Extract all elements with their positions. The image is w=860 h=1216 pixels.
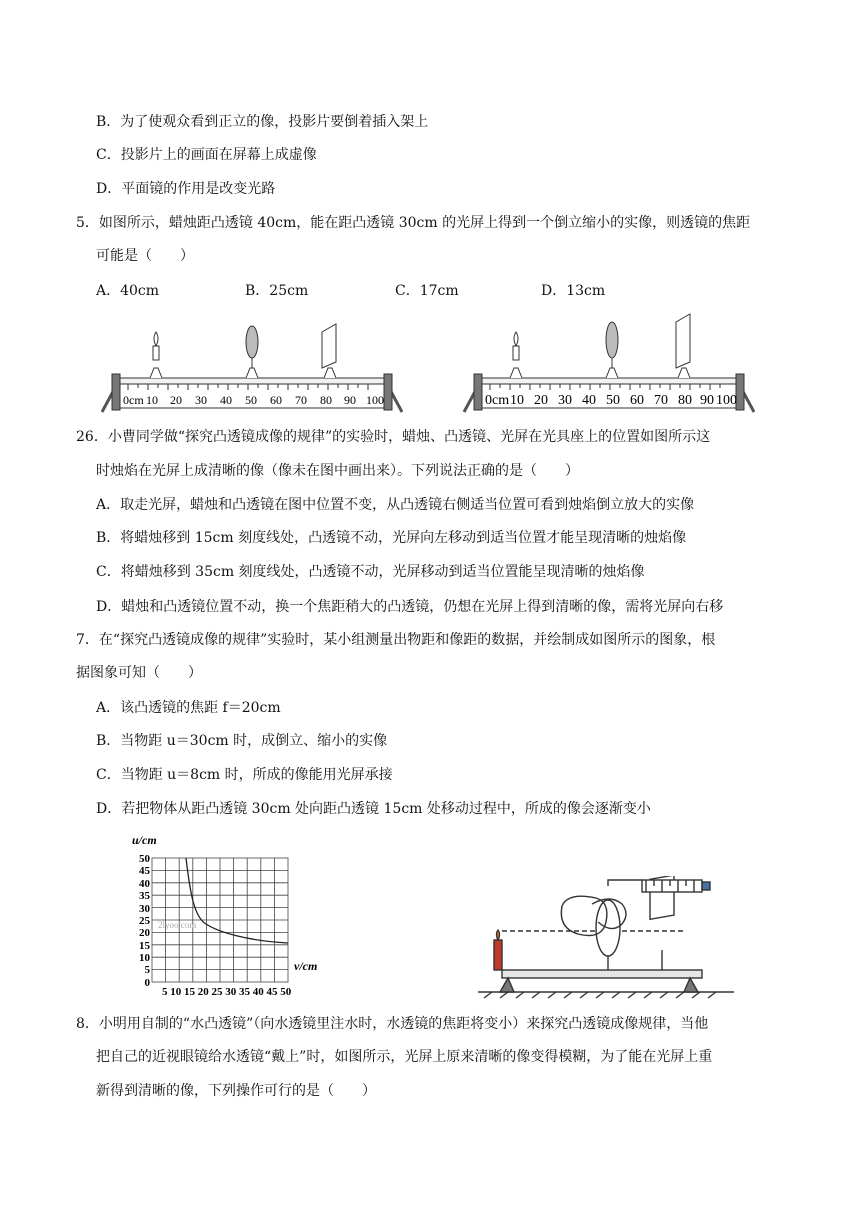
watermark: 2lyoo.com [158,920,197,930]
bench-right-tick-20: 20 [534,393,548,408]
y-tick-35: 35 [139,890,150,902]
u-v-graph [118,832,328,998]
y-tick-40: 40 [139,878,150,890]
y-tick-20: 20 [139,927,150,939]
bench-left-tick-20: 20 [170,393,182,407]
bench-left-tick-10: 10 [146,393,158,407]
bench-right-tick-60: 60 [630,393,644,408]
q6-option-c: C．将蜡烛移到 35cm 刻度线处，凸透镜不动，光屏移动到适当位置能呈现清晰的烛焰像 [96,564,645,580]
q7-option-d: D．若把物体从距凸透镜 30cm 处向距凸透镜 15cm 处移动过程中，所成的像会逐渐变小 [96,801,651,817]
optical-bench-right-figure [460,312,760,416]
q7-stem-line1: 7．在“探究凸透镜成像的规律”实验时，某小组测量出物距和像距的数据，并绘制成如图所示的图象，根 [76,632,716,648]
q5-stem-line2: 可能是（ ） [96,248,194,264]
bench-right-tick-30: 30 [558,393,572,408]
bench-right-tick-90: 90 [700,393,714,408]
graph-x-ticks: 5 10 15 20 25 30 35 40 45 50 [162,986,292,998]
y-tick-5: 5 [144,964,150,976]
q7-stem-line2: 据图象可知（ ） [76,665,202,681]
bench-right-tick-100: 100 [716,393,737,408]
option-c-prev: C．投影片上的画面在屏幕上成虚像 [96,147,317,163]
y-tick-25: 25 [139,915,150,927]
q5-option-c: C．17cm [395,283,459,299]
q7-option-b: B．当物距 u＝30cm 时，成倒立、缩小的实像 [96,733,388,749]
q5-option-d: D．13cm [541,283,606,299]
q6-option-a: A．取走光屏，蜡烛和凸透镜在图中位置不变，从凸透镜右侧适当位置可看到烛焰倒立放大的实像 [96,497,695,513]
q5-stem-line1: 5．如图所示，蜡烛距凸透镜 40cm，能在距凸透镜 30cm 的光屏上得到一个倒立缩小的实像，则透镜的焦距 [76,215,751,231]
bench-left-tick-100: 100 [366,393,384,407]
q5-option-b: B．25cm [245,283,309,299]
y-tick-45: 45 [139,865,150,877]
y-tick-30: 30 [139,903,150,915]
bench-right-tick-10: 10 [510,393,524,408]
optical-bench-left-figure [98,312,408,416]
bench-right-tick-50: 50 [606,393,620,408]
q6-stem-line1: 26．小曹同学做“探究凸透镜成像的规律”的实验时，蜡烛、凸透镜、光屏在光具座上的位置如图所示这 [76,429,711,445]
bench-left-tick-70: 70 [295,393,307,407]
y-tick-15: 15 [139,940,150,952]
bench-left-tick-30: 30 [195,393,207,407]
q6-option-d: D．蜡烛和凸透镜位置不动，换一个焦距稍大的凸透镜，仍想在光屏上得到清晰的像，需将光屏向右移 [96,599,724,615]
q8-stem-line3: 新得到清晰的像，下列操作可行的是（ ） [96,1083,376,1099]
bench-left-tick-80: 80 [320,393,332,407]
option-d-prev: D．平面镜的作用是改变光路 [96,181,276,197]
graph-y-label: u/cm [132,833,157,847]
bench-right-zero-label: 0cm [485,393,510,408]
q8-stem-line1: 8．小明用自制的“水凸透镜”（向水透镜里注水时，水透镜的焦距将变小）来探究凸透镜成像规律，当他 [76,1016,709,1032]
bench-left-tick-40: 40 [220,393,232,407]
q7-option-c: C．当物距 u＝8cm 时，所成的像能用光屏承接 [96,767,393,783]
bench-left-tick-90: 90 [344,393,356,407]
q6-stem-line2: 时烛焰在光屏上成清晰的像（像未在图中画出来）。下列说法正确的是（ ） [96,463,579,479]
q5-option-a: A．40cm [96,283,160,299]
bench-right-tick-40: 40 [582,393,596,408]
q7-option-a: A．该凸透镜的焦距 f＝20cm [96,700,281,716]
bench-right-tick-70: 70 [654,393,668,408]
bench-left-tick-50: 50 [245,393,257,407]
option-b-prev: B．为了使观众看到正立的像，投影片要倒着插入架上 [96,114,429,130]
y-tick-50: 50 [139,853,150,865]
q8-stem-line2: 把自己的近视眼镜给水透镜“戴上”时，如图所示，光屏上原来清晰的像变得模糊，为了能在光屏上重 [96,1049,713,1065]
bench-left-tick-60: 60 [270,393,282,407]
q6-option-b: B．将蜡烛移到 15cm 刻度线处，凸透镜不动，光屏向左移动到适当位置才能呈现清晰的烛焰像 [96,530,687,546]
y-tick-10: 10 [139,952,150,964]
y-tick-0: 0 [144,977,150,989]
graph-x-label: v/cm [294,959,318,973]
water-lens-apparatus [476,876,738,1000]
bench-right-tick-80: 80 [678,393,692,408]
bench-left-zero-label: 0cm [123,393,144,407]
